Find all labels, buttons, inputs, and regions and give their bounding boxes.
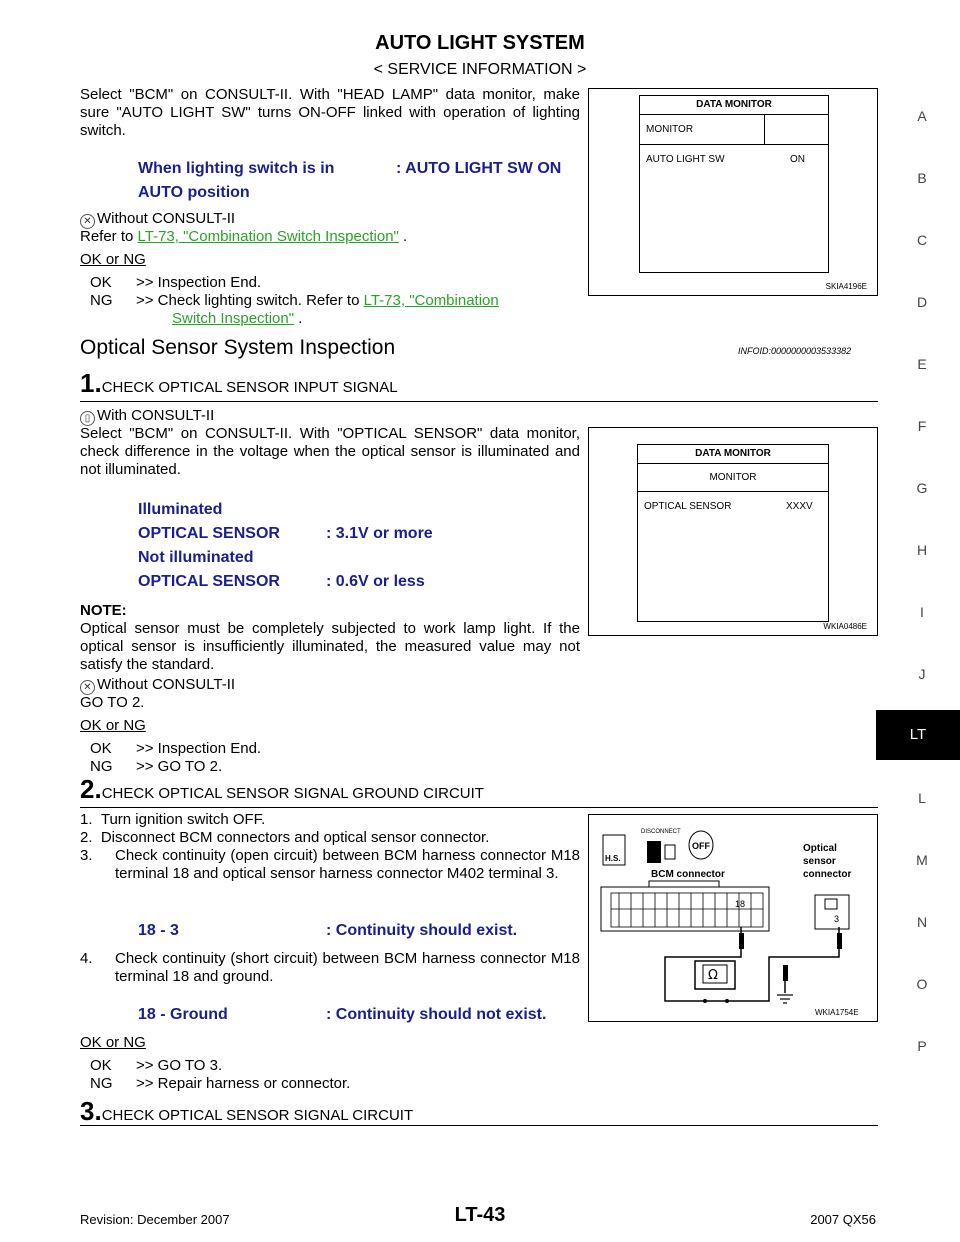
tab-a[interactable]: A — [917, 108, 927, 124]
intro-spec-label: When lighting switch is in AUTO position — [138, 160, 335, 201]
tab-m[interactable]: M — [916, 852, 928, 868]
step2-item3: Check continuity (open circuit) between BCM harness connector M18 terminal 18 and optical sensor harness connector M402 terminal 3. — [115, 847, 580, 882]
monitor-item-value-2: XXXV — [786, 501, 813, 512]
meter-terminal-1 — [703, 999, 707, 1003]
step2-ok-label: OK — [90, 1057, 112, 1074]
step1-ok-ng: OK or NG — [80, 717, 146, 734]
meter-terminal-2 — [725, 999, 729, 1003]
combination-switch-link-3[interactable]: Switch Inspection" — [172, 310, 295, 327]
disconnect-label: DISCONNECT — [641, 829, 681, 835]
no-consult-icon-2: ✕ — [80, 680, 95, 695]
monitor-screen-2 — [637, 444, 829, 622]
tab-j[interactable]: J — [918, 666, 926, 682]
bcm-connector-label: BCM connector — [651, 869, 725, 880]
tab-e[interactable]: E — [917, 356, 927, 372]
optical-label: Optical — [803, 843, 837, 854]
intro-ng-cont — [172, 310, 302, 328]
step2-title: CHECK OPTICAL SENSOR SIGNAL GROUND CIRCUIT — [101, 785, 484, 802]
intro-text: Select "BCM" on CONSULT-II. With "HEAD LAMP" data monitor, make sure "AUTO LIGHT SW" turns ON-OFF linked with operation of lighting switch. — [80, 86, 580, 139]
step2-rule — [80, 807, 878, 808]
probe-ground — [783, 965, 788, 981]
step2-res2-label: 18 - Ground — [138, 1006, 228, 1023]
figure-code-3: WKIA1754E — [815, 1008, 859, 1017]
tab-lt-active[interactable]: LT — [876, 710, 960, 760]
intro-spec-value: : AUTO LIGHT SW ON — [396, 160, 562, 177]
step2-heading — [80, 774, 484, 805]
tab-o[interactable]: O — [916, 976, 928, 992]
figure-code: SKIA4196E — [825, 282, 867, 291]
intro-ng-text — [136, 292, 580, 310]
tab-n[interactable]: N — [916, 914, 928, 930]
sensor-label: sensor — [803, 856, 836, 867]
step2-item1: 1. Turn ignition switch OFF. — [80, 811, 266, 828]
monitor-label-box-2 — [638, 463, 828, 492]
step2-item3-num: 3. — [80, 847, 93, 864]
monitor-item-value: ON — [790, 154, 805, 165]
step2-item2: 2. Disconnect BCM connectors and optical sensor connector. — [80, 829, 490, 846]
step2-item4: Check continuity (short circuit) between BCM harness connector M18 terminal 18 and ground. — [115, 950, 580, 985]
tab-l[interactable]: L — [918, 790, 926, 806]
figure-circuit-diagram — [588, 814, 878, 1022]
monitor-header-2 — [638, 445, 828, 464]
off-label: OFF — [692, 841, 710, 851]
step1-not-illuminated: Not illuminated — [138, 549, 254, 566]
step1-opt2-label: OPTICAL SENSOR — [138, 573, 280, 590]
step1-illuminated: Illuminated — [138, 501, 223, 518]
footer-model: 2007 QX56 — [810, 1212, 876, 1227]
step1-goto: GO TO 2. — [80, 694, 145, 711]
tab-c[interactable]: C — [916, 232, 928, 248]
monitor-label: MONITOR — [646, 124, 694, 135]
step3-number: 3. — [80, 1096, 102, 1126]
step1-opt1-value: : 3.1V or more — [326, 525, 433, 542]
intro-ng-suffix: . — [294, 310, 303, 327]
step1-title: CHECK OPTICAL SENSOR INPUT SIGNAL — [101, 379, 398, 396]
step1-with — [80, 407, 214, 426]
no-consult-icon: ✕ — [80, 214, 95, 229]
probe-optical — [837, 933, 842, 949]
connector-label: connector — [803, 869, 852, 880]
intro-refer-prefix: Refer to — [80, 228, 138, 245]
bcm-connector-latch — [649, 881, 719, 887]
tab-p[interactable]: P — [917, 1038, 927, 1054]
step2-ok-ng: OK or NG — [80, 1034, 146, 1051]
combination-switch-link-2[interactable]: LT-73, "Combination — [363, 292, 499, 309]
monitor-item-2: OPTICAL SENSOR — [644, 501, 732, 512]
hs-label: H.S. — [605, 854, 621, 863]
step2-ng-text: >> Repair harness or connector. — [136, 1075, 351, 1092]
step1-number: 1. — [80, 368, 102, 398]
step1-opt2-value: : 0.6V or less — [326, 573, 425, 590]
tab-g[interactable]: G — [916, 480, 928, 496]
intro-ok-ng: OK or NG — [80, 251, 146, 268]
intro-ng-prefix: >> Check lighting switch. Refer to — [136, 292, 364, 309]
section-title: Optical Sensor System Inspection — [80, 336, 396, 359]
info-id: INFOID:0000000003533382 — [738, 346, 852, 356]
step1-ng-text: >> GO TO 2. — [136, 758, 223, 775]
step1-note-label: NOTE: — [80, 602, 127, 619]
disconnect-icon-half — [665, 845, 675, 859]
step2-ok-text: >> GO TO 3. — [136, 1057, 223, 1074]
tab-d[interactable]: D — [916, 294, 928, 310]
step1-without-text: Without CONSULT-II — [97, 676, 236, 693]
figure-auto-light-monitor — [588, 88, 878, 296]
intro-without-text: Without CONSULT-II — [97, 210, 236, 227]
disconnect-icon — [647, 841, 661, 863]
step1-opt1-label: OPTICAL SENSOR — [138, 525, 280, 542]
monitor-label-box — [640, 114, 765, 145]
ground-icon — [777, 995, 793, 1003]
step1-ok-label: OK — [90, 740, 112, 757]
step1-with-text: With CONSULT-II — [97, 407, 215, 424]
page-subtitle: < SERVICE INFORMATION > — [373, 61, 587, 78]
step1-without — [80, 676, 235, 695]
probe-bcm — [739, 933, 744, 949]
step1-ok-text: >> Inspection End. — [136, 740, 262, 757]
step3-title: CHECK OPTICAL SENSOR SIGNAL CIRCUIT — [101, 1107, 414, 1124]
step2-number: 2. — [80, 774, 102, 804]
figure-code-2: WKIA0486E — [823, 622, 867, 631]
tab-h[interactable]: H — [916, 542, 928, 558]
step1-note-text: Optical sensor must be completely subjected to work lamp light. If the optical sensor is insufficiently illuminated, the measured value may not satisfy the standard. — [80, 620, 580, 673]
figure-optical-sensor-monitor — [588, 427, 878, 636]
step3-heading — [80, 1096, 413, 1127]
page-number: LT-43 — [454, 1204, 506, 1226]
step2-res1-value: : Continuity should exist. — [326, 922, 518, 939]
ohm-icon: Ω — [708, 968, 718, 983]
step2-item4-num: 4. — [80, 950, 93, 967]
intro-ng-label: NG — [90, 292, 113, 309]
step3-rule — [80, 1125, 878, 1126]
monitor-header — [640, 96, 828, 115]
intro-ok-text: >> Inspection End. — [136, 274, 262, 291]
consult-icon: ▯ — [80, 411, 95, 426]
tab-i[interactable]: I — [920, 604, 924, 620]
circuit-diagram — [589, 815, 877, 1021]
step1-rule — [80, 401, 878, 402]
monitor-label-2: MONITOR — [709, 472, 757, 483]
test-wires — [665, 927, 839, 1001]
bcm-pin-18: 18 — [735, 899, 746, 909]
step2-res2-value: : Continuity should not exist. — [326, 1006, 547, 1023]
intro-without — [80, 210, 235, 229]
intro-refer — [80, 228, 407, 246]
tab-f[interactable]: F — [917, 418, 927, 434]
step2-ng-label: NG — [90, 1075, 113, 1092]
footer-revision: Revision: December 2007 — [80, 1212, 230, 1227]
optical-connector-latch — [825, 899, 837, 909]
step1-text: Select "BCM" on CONSULT-II. With "OPTICAL SENSOR" data monitor, check difference in the voltage when the optical sensor is illuminated and not illuminated. — [80, 425, 580, 478]
page-title: AUTO LIGHT SYSTEM — [375, 32, 585, 54]
optical-pin-3: 3 — [834, 914, 840, 924]
monitor-screen — [639, 95, 829, 273]
step1-heading — [80, 368, 398, 399]
intro-refer-suffix: . — [398, 228, 408, 245]
intro-ok-label: OK — [90, 274, 112, 291]
monitor-value-box — [764, 114, 828, 145]
monitor-item: AUTO LIGHT SW — [646, 154, 725, 165]
combination-switch-link[interactable]: LT-73, "Combination Switch Inspection" — [137, 228, 399, 245]
step1-ng-label: NG — [90, 758, 113, 775]
monitor-header-text: DATA MONITOR — [696, 99, 772, 110]
monitor-header-text-2: DATA MONITOR — [695, 448, 771, 459]
tab-b[interactable]: B — [917, 170, 927, 186]
step2-res1-label: 18 - 3 — [138, 922, 179, 939]
